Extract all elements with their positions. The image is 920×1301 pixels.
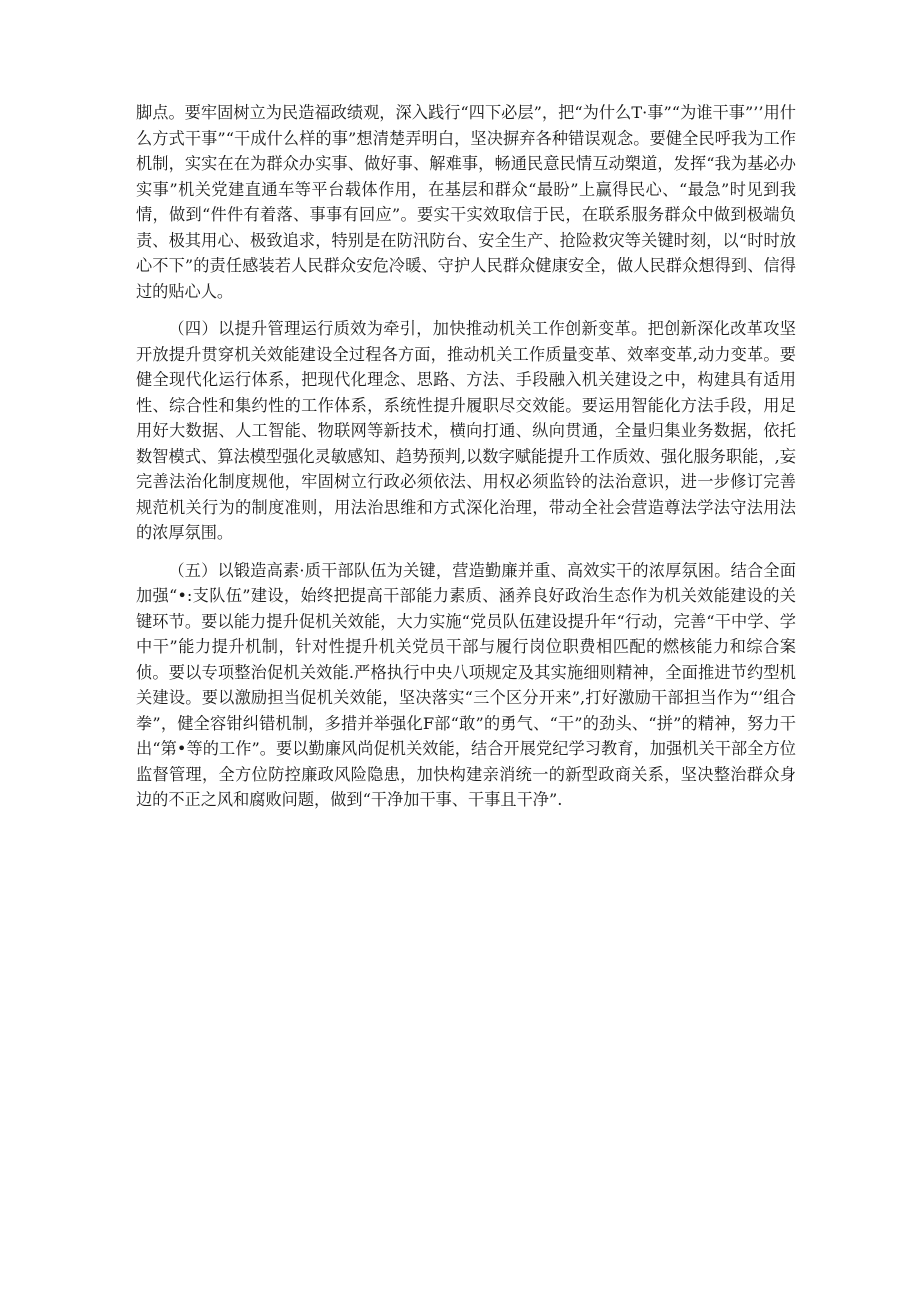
paragraph-section-four: （四）以提升管理运行质效为牵引，加快推动机关工作创新变革。把创新深化改革攻坚开放提升贯穿机关效能建设全过程各方面，推动机关工作质量变革、效率变革,动力变革。要健全现代化运行体系，把现代化理念、思路、方法、手段融入机关建设之中，构建具有适用性、综合性和集约性的工作体系，系统性提升履职尽交效能。要运用智能化方法手段，用足用好大数据、人工智能、物联网等新技术，横向打通、纵向贯通，全量归集业务数据，依托数智模式、算法模型强化灵敏感知、趋势预判,以数字赋能提升工作质效、强化服务职能，,妄完善法治化制度规他，牢固树立行政必须依法、用权必须监铃的法治意识，进一步修订完善规范机关行为的制度准则，用法治思维和方式深化治理，带动全社会营造尊法学法守法用法的浓厚氛围。 [136, 319, 796, 542]
paragraph-service-people: 脚点。要牢固树立为民造福政绩观，深入践行“四下必层”，把“为什么T·事”“为谁干事”’’用什么方式干事”“干成什么样的事”想清楚弄明白，坚决摒弃各种错误观念。要健全民呼我为工作机制，实实在在为群众办实事、做好事、解难事，畅通民意民情互动槊道，发挥“我为基必办实事”机关党建直通车等平台载体作用，在基层和群众“最盼”上赢得民心、“最急”时见到我情，做到“件件有着落、事事有回应”。要实干实效取信于民，在联系服务群众中做到极端负责、极其用心、极致追求，特别是在防汛防台、安全生产、抢险救灾等关键时刻，以“时时放心不下”的责任感装若人民群众安危冷暖、守护人民群众健康安全，做人民群众想得到、信得过的贴心人。 [136, 103, 796, 301]
document-page [136, 100, 796, 813]
paragraph-section-five: （五）以锻造高素·质干部队伍为关键，营造勤廉并重、高效实干的浓厚氛困。结合全面加强“•:支队伍”建设，始终把提高干部能力素质、涵养良好政治生态作为机关效能建设的关键环节。要以能力提升促机关效能，大力实施“党员队伍建设提升年“行动，完善“干中学、学中干”能力提升机制，针对性提升机关党员干部与履行岗位职费相匹配的燃核能力和综合案侦。要以专项整治促机关效能.严格执行中央八项规定及其实施细则精神，全面推进节约型机关建设。要以激励担当促机关效能，坚决落实“三个区分开来”,打好激励干部担当作为“’组合拳”，健全容钳纠错机制，多措并举强化F部“敢”的勇气、“干”的劲头、“拼”的精神，努力干出“第•等的工作”。要以勤廉风尚促机关效能，结合开展党纪学习教育，加强机关干部全方位监督管理，全方位防控廉政风险隐患，加快构建亲消统一的新型政商关系，坚决整治群众身边的不正之风和腐败问题，做到“干净加干事、干事且干净”. [136, 560, 796, 809]
